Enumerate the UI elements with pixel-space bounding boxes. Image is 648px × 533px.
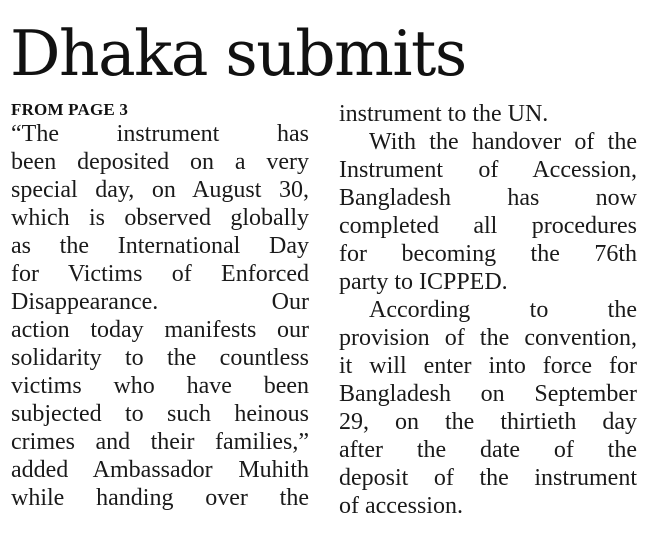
text-line: deposit of the instrument [339,465,637,491]
text-line: while handing over the [11,485,309,511]
text-line: which is observed globally [11,205,309,231]
jump-line: FROM PAGE 3 [11,100,129,119]
text-line: crimes and their families,” [11,429,309,455]
text-line: “The instrument has [11,121,309,147]
text-line: of accession. [339,493,463,519]
text-line: 29, on the thirtieth day [339,409,637,435]
text-line: for Victims of Enforced [11,261,309,287]
text-line: as the International Day [11,233,309,259]
text-line: completed all procedures [339,213,637,239]
text-line: Bangladesh has now [339,185,637,211]
text-line: provision of the convention, [339,325,637,351]
headline: Dhaka submits [10,17,466,90]
text-line: subjected to such heinous [11,401,309,427]
text-line: for becoming the 76th [339,241,637,267]
text-line: been deposited on a very [11,149,309,175]
text-line: solidarity to the countless [11,345,309,371]
text-line: victims who have been [11,373,309,399]
article-column-left [11,120,309,512]
text-line: With the handover of the [369,129,637,155]
text-line: special day, on August 30, [11,177,309,203]
text-line: Disappearance. Our [11,289,309,315]
text-line: it will enter into force for [339,353,637,379]
text-line: party to ICPPED. [339,269,508,295]
text-line: instrument to the UN. [339,101,549,127]
text-line: Instrument of Accession, [339,157,637,183]
text-line: Bangladesh on September [339,381,637,407]
text-line: action today manifests our [11,317,309,343]
text-line: According to the [369,297,637,323]
article-column-right [339,100,637,520]
text-line: added Ambassador Muhith [11,457,309,483]
text-line: after the date of the [339,437,637,463]
